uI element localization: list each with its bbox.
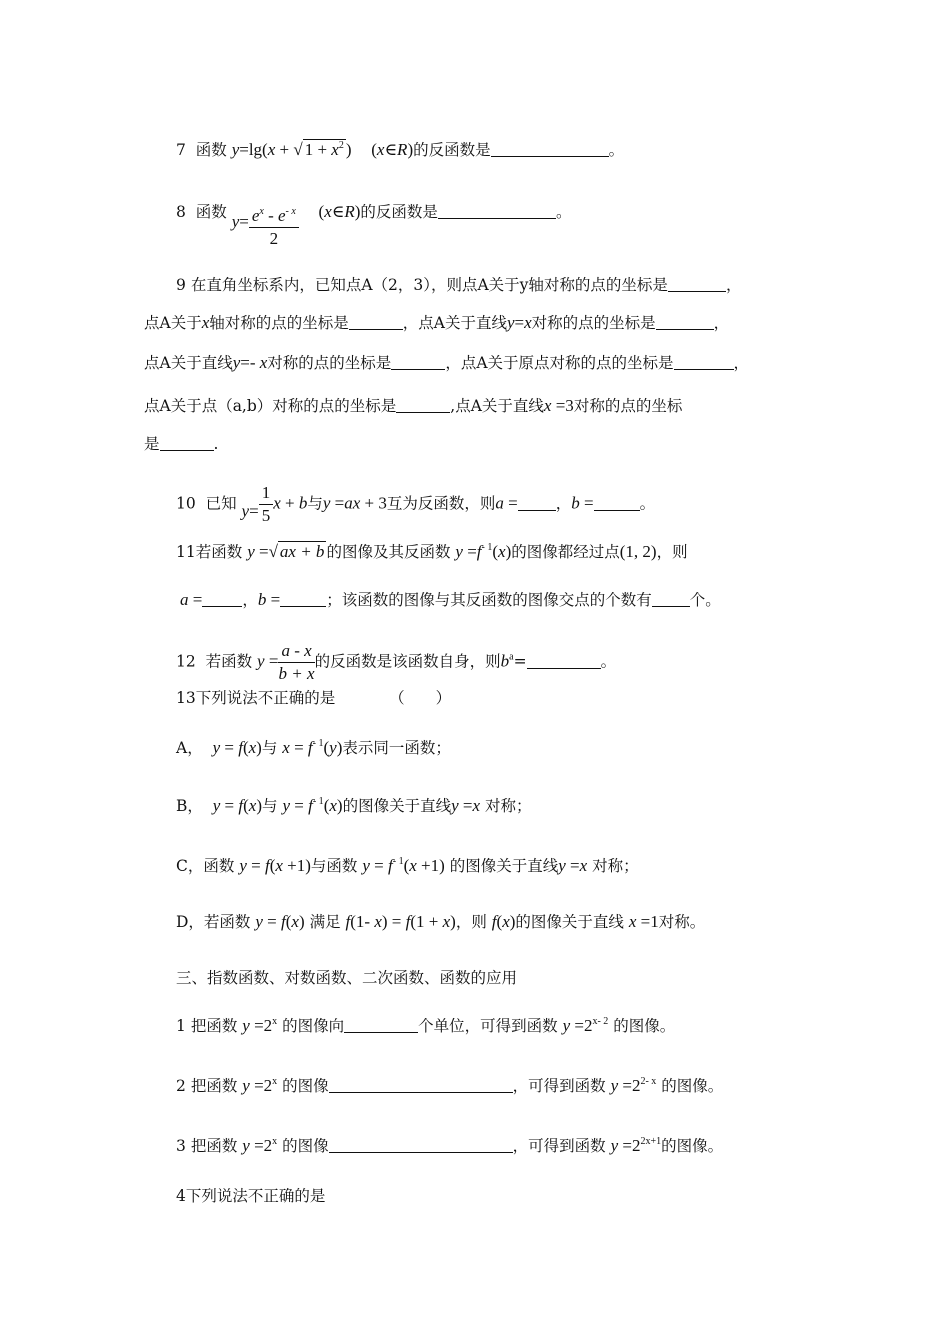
question-9-line-5	[144, 434, 218, 454]
s2-text-1: 把函数	[190, 1077, 238, 1095]
q11-text-6: ；该函数的图像与其反函数的图像交点的个数有	[326, 591, 652, 609]
q9-text-2b: 轴对称的点的坐标是	[209, 314, 349, 332]
q7-end: 。	[608, 141, 625, 159]
s1-number: 1	[176, 1017, 186, 1035]
q9-text-4c: 对称的点的坐标	[573, 397, 683, 415]
q11-text-4: ，则	[656, 543, 688, 561]
s3-question-1: 1 把函数 $y =2^x$ 的图像向 个单位，可得到函数 $y =2^{x- 2}$ 的图像。	[176, 1016, 676, 1035]
s2-end: 的图像。	[661, 1077, 724, 1095]
s1-end: 的图像。	[613, 1017, 676, 1035]
q13-a-post: 表示同一函数；	[342, 739, 451, 757]
q9-comma: ，	[725, 276, 742, 294]
q11-blank-b[interactable]	[280, 592, 326, 607]
s4-title: 4下列说法不正确的是	[176, 1187, 326, 1205]
q13-d-label: D，若函数	[176, 913, 251, 931]
q8-text: 函数	[195, 203, 227, 221]
q11-text-7: 个。	[689, 591, 721, 609]
q13-b-mid: 与	[262, 797, 278, 815]
s3-text-1: 把函数	[190, 1137, 238, 1155]
q9-blank-4[interactable]	[391, 355, 445, 370]
q9-dot: .	[213, 435, 219, 453]
s3-question-4	[176, 1186, 325, 1206]
q9-text-5a: 是	[144, 435, 160, 453]
s3-blank[interactable]	[329, 1138, 513, 1153]
q9-blank-2[interactable]	[349, 315, 403, 330]
q11-text-3: 的图像都经过点	[511, 543, 620, 561]
question-7: 7 函数 y=lg(x + √ $1 + x^2$ ) (x∈R)的反函数是 。	[176, 140, 625, 159]
q9-comma-2: ，	[713, 314, 730, 332]
q8-answer-blank[interactable]	[438, 204, 556, 219]
q9-text-2c: ，点A关于直线	[402, 314, 507, 332]
q8-number: 8	[176, 203, 186, 221]
q8-formula: y	[231, 212, 240, 231]
q10-text-2: 与	[307, 494, 323, 513]
s3-text-2: 的图像	[282, 1137, 329, 1155]
q11-number: 11	[176, 543, 196, 561]
q7-answer-blank[interactable]	[491, 142, 609, 157]
s1-text-2: 的图像向	[282, 1017, 345, 1035]
question-11: 11若函数 y =√ ax + b 的图像及其反函数 $y =f^{- 1}(x)$的图像都经过点(1, 2)，则	[176, 542, 688, 561]
q13-b-label: B，	[176, 797, 203, 815]
q7-text: 函数	[195, 141, 227, 159]
question-10: 10 已知 y= $\frac{1}{5}$ x + b与y =ax + 3互为反函数，则a = ，b = 。	[176, 483, 656, 525]
q13-c-mid: 与函数	[310, 857, 358, 875]
question-9-line-4: 点A关于点（a,b）对称的点的坐标是 ,点A关于直线x =3对称的点的坐标	[144, 396, 683, 415]
q11-text-5: ，	[242, 591, 258, 609]
q9-blank-6[interactable]	[396, 398, 450, 413]
q9-text-2a: 点A关于	[144, 314, 202, 332]
q10-text-3: 互为反函数，则	[386, 494, 496, 513]
question-9-line-2: 点A关于x轴对称的点的坐标是 ，点A关于直线y=x对称的点的坐标是 ，	[144, 313, 730, 332]
q9-text-2d: 对称的点的坐标是	[531, 314, 656, 332]
q9-text-1: 在直角坐标系内，已知点A（2，3），则点A关于y轴对称的点的坐标是	[190, 276, 668, 294]
q9-text-4a: 点A关于点（a,b）对称的点的坐标是	[144, 397, 397, 415]
q9-blank-1[interactable]	[668, 277, 726, 292]
s2-text-3: ，可得到函数	[512, 1077, 606, 1095]
s2-blank[interactable]	[329, 1078, 513, 1093]
s1-blank[interactable]	[344, 1018, 418, 1033]
question-9-line-3: 点A关于直线y=- x对称的点的坐标是 ，点A关于原点对称的点的坐标是 ，	[144, 353, 750, 372]
section-3-heading	[176, 968, 517, 988]
question-9-line-1	[176, 275, 741, 295]
q9-comma-3: ，	[733, 354, 750, 372]
q10-blank-b[interactable]	[594, 496, 640, 511]
q11-text-2: 的图像及其反函数	[326, 543, 451, 561]
s2-number: 2	[176, 1077, 186, 1095]
q10-blank-a[interactable]	[518, 496, 556, 511]
q12-end: 。	[600, 652, 617, 671]
q9-text-4b: ,点A关于直线	[450, 397, 544, 415]
q9-text-3c: ，点A关于原点对称的点的坐标是	[445, 354, 674, 372]
q10-end: 。	[639, 494, 656, 513]
section-3-title: 三、指数函数、对数函数、二次函数、函数的应用	[176, 969, 518, 987]
q8-text-2: 的反函数是	[360, 203, 438, 221]
q10-number: 10	[176, 494, 196, 513]
q13-c-label: C，函数	[176, 857, 235, 875]
s3-number: 3	[176, 1137, 186, 1155]
q12-eq: =	[513, 652, 527, 671]
question-13-title	[176, 688, 451, 708]
q10-sep: ，	[555, 494, 572, 513]
q9-blank-3[interactable]	[656, 315, 714, 330]
q11-text-1: 若函数	[195, 543, 243, 561]
s3-question-2: 2 把函数 $y =2^x$ 的图像 ，可得到函数 $y =2^{2- x}$ 的图像。	[176, 1076, 724, 1095]
q11-blank-count[interactable]	[652, 592, 690, 607]
q13-d-post: 的图像关于直线	[515, 913, 624, 931]
q12-blank[interactable]	[527, 654, 601, 669]
q12-text-2: 的反函数是该函数自身，则	[314, 652, 501, 671]
q9-number: 9	[176, 276, 186, 294]
q13-b-post: 的图像关于直线	[342, 797, 452, 815]
q7-text-2: 的反函数是	[413, 141, 491, 159]
q9-blank-7[interactable]	[160, 436, 214, 451]
q9-text-3b: 对称的点的坐标是	[267, 354, 392, 372]
question-11-line-2: a = ，b = ；该函数的图像与其反函数的图像交点的个数有 个。	[180, 590, 721, 609]
q9-blank-5[interactable]	[674, 355, 734, 370]
question-8: 8 函数 y= $\frac{e^x - e^{- x}}{2}$ (x∈R)的反函数是 。	[176, 202, 572, 248]
q7-number: 7	[176, 141, 186, 159]
q9-text-3a: 点A关于直线	[144, 354, 233, 372]
q13-option-a: A， y = f(x)与 $x = f^{- 1}(y)$表示同一函数；	[176, 738, 451, 757]
q13-c-post: 的图像关于直线	[449, 857, 559, 875]
q13-option-c: C，函数 y = f(x +1)与函数 $y = f^{- 1}(x +1)$ 的图像关于直线y =x 对称；	[176, 856, 639, 875]
q12-number: 12	[176, 652, 196, 671]
q13-option-b: B， y = f(x)与 $y = f^{- 1}(x)$的图像关于直线y =x 对称；	[176, 796, 532, 815]
q12-text-1: 若函数	[205, 652, 253, 671]
q10-text-1: 已知	[205, 494, 237, 513]
q13-d-mid: 满足	[309, 913, 341, 931]
s3-text-3: ，可得到函数	[512, 1137, 606, 1155]
q13-title: 13下列说法不正确的是	[176, 689, 336, 707]
q8-end: 。	[555, 203, 572, 221]
q11-blank-a[interactable]	[202, 592, 242, 607]
s1-text-3: 个单位，可得到函数	[418, 1017, 558, 1035]
q13-a-label: A，	[176, 739, 203, 757]
q13-c-end: 对称；	[592, 857, 639, 875]
s3-end: 的图像。	[661, 1137, 724, 1155]
q13-b-end: 对称；	[484, 797, 532, 815]
s3-question-3: 3 把函数 $y =2^x$ 的图像 ，可得到函数 $y =2^{2x+1}$的图像。	[176, 1136, 724, 1155]
q13-d-then: ，则	[455, 913, 487, 931]
q13-option-d: D，若函数 y = f(x) 满足 f(1- x) = f(1 + x)，则 f(x)的图像关于直线 x =1对称。	[176, 912, 706, 931]
q7-formula: y	[231, 140, 240, 159]
q13-d-end: 对称。	[658, 913, 706, 931]
s1-text-1: 把函数	[190, 1017, 238, 1035]
q13-a-mid: 与	[261, 739, 278, 757]
q13-answer-paren: （ ）	[389, 689, 452, 707]
s2-text-2: 的图像	[282, 1077, 329, 1095]
question-12: 12 若函数 y = $\frac{a - x}{b + x}$ 的反函数是该函数自身，则$b^a=$ 。	[176, 641, 617, 683]
